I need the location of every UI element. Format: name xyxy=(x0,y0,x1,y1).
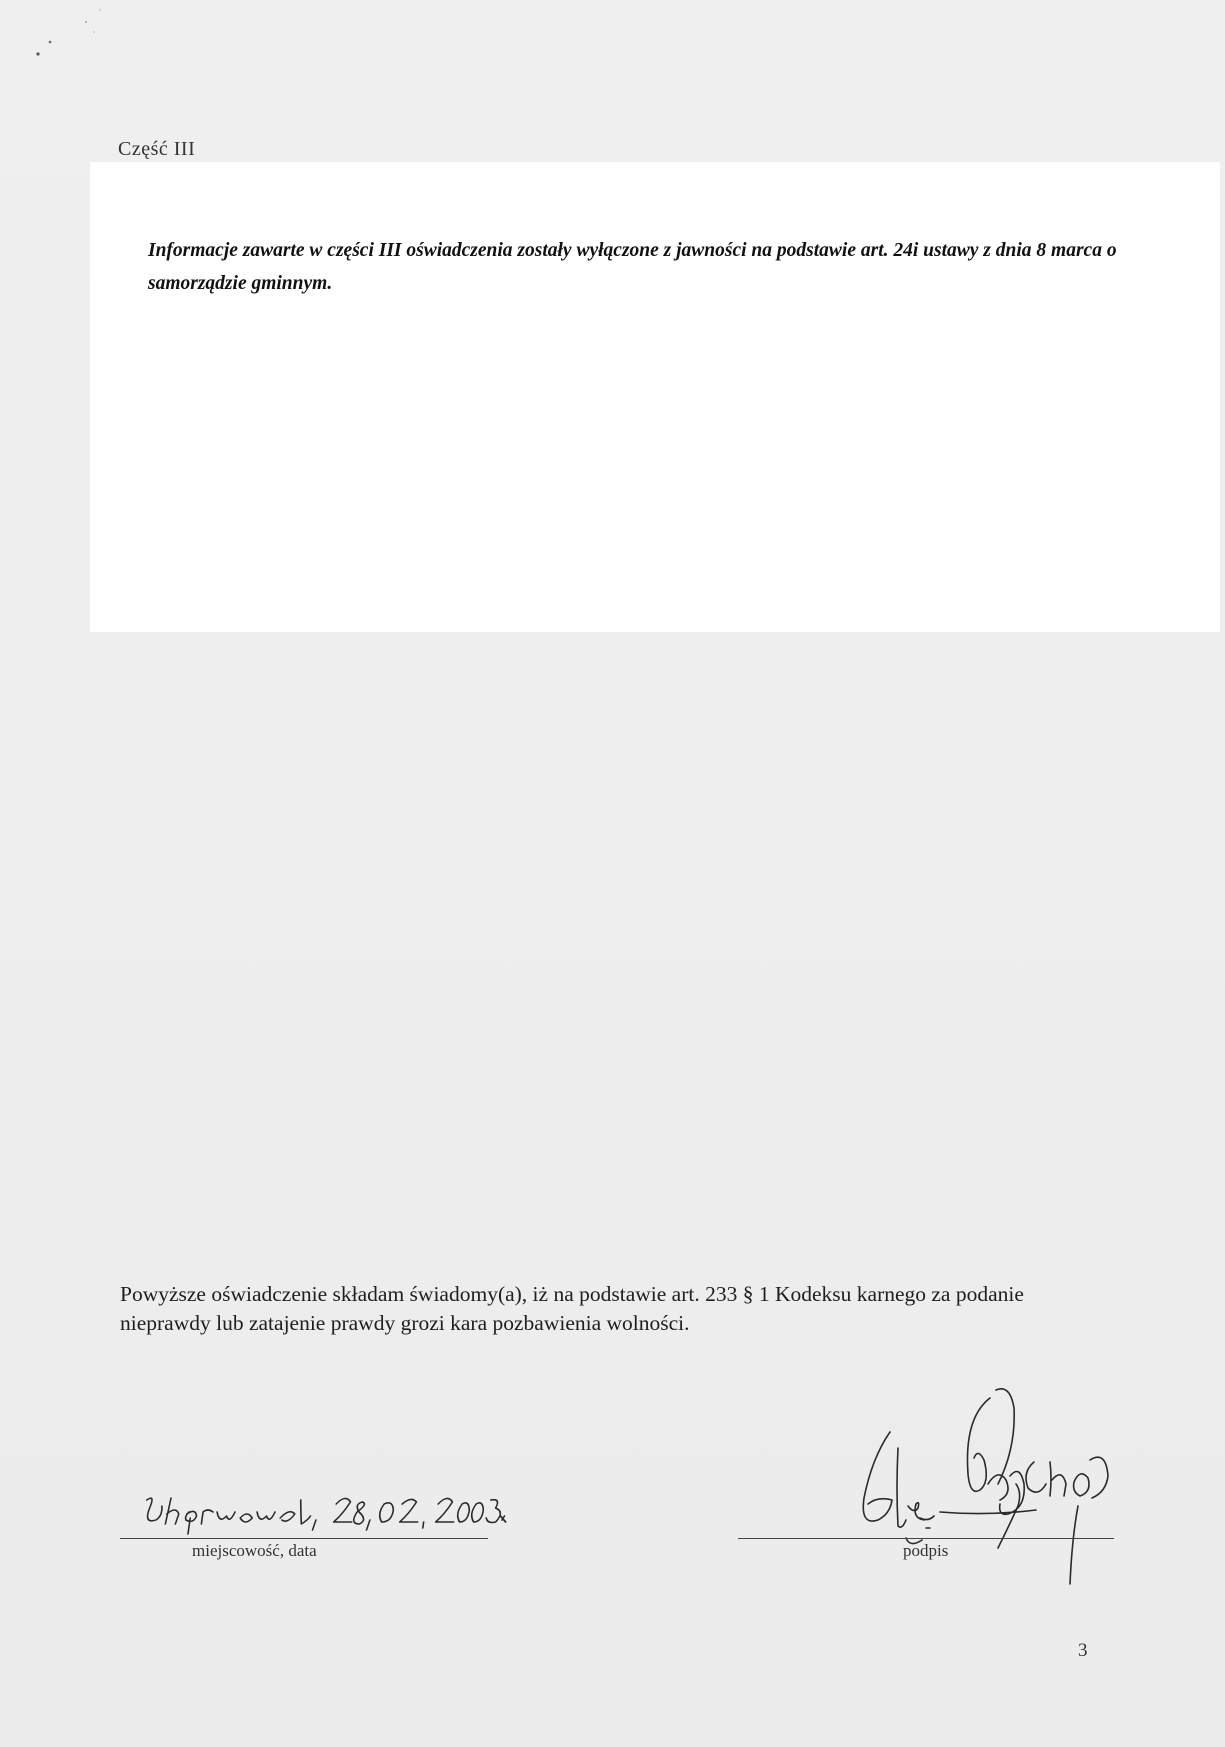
redaction-box xyxy=(90,162,1220,632)
signature-caption: podpis xyxy=(903,1541,949,1560)
declaration-text: Powyższe oświadczenie składam świadomy(a), iż na podstawie art. 233 § 1 Kodeksu karnego za podanie nieprawdy lub zatajenie prawdy grozi kara pozbawienia wolności. xyxy=(120,1282,1024,1335)
handwritten-place-date xyxy=(134,1490,512,1549)
scan-specks xyxy=(20,2,110,62)
redaction-notice: Informacje zawarte w części III oświadczenia zostały wyłączone z jawności na podstawie art. 24i ustawy z dnia 8 marca o samorządzie gminnym. xyxy=(148,240,1117,294)
place-date-caption: miejscowość, data xyxy=(192,1541,317,1560)
signature-line xyxy=(738,1538,1114,1539)
section-heading: Część III xyxy=(118,138,196,160)
handwritten-place-date-drawing xyxy=(135,1490,512,1540)
page-number: 3 xyxy=(1078,1640,1088,1661)
place-date-line xyxy=(120,1538,488,1539)
signature-drawing xyxy=(838,1388,1128,1598)
